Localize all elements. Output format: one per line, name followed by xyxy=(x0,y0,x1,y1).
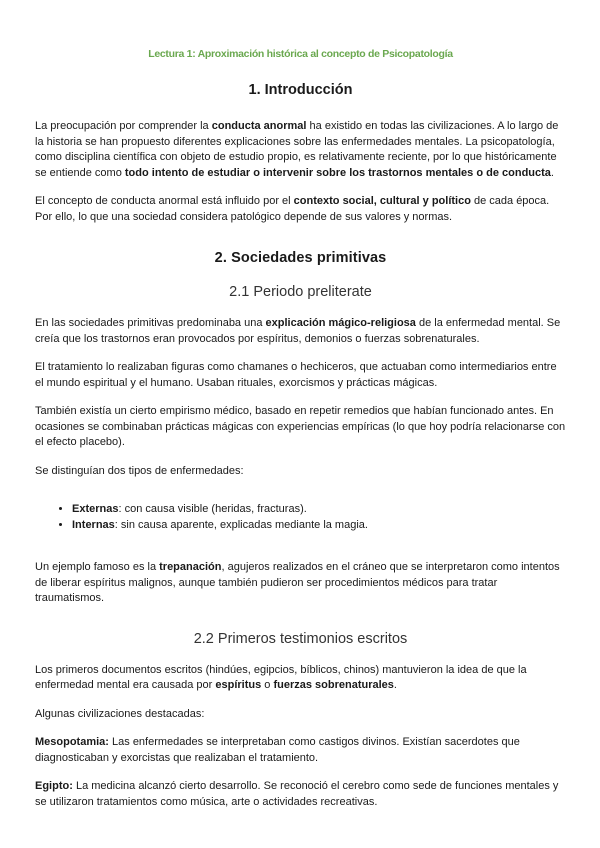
text: Un ejemplo famoso es la xyxy=(35,561,160,573)
text: La preocupación por comprender la xyxy=(35,120,212,132)
bold-term: Internas xyxy=(72,519,115,531)
text: de la enfermedad mental. Se creía que los trastornos eran provocados por espíritus, demonios o fuerzas sobrenaturales. xyxy=(35,317,561,345)
bold-term: fuerzas sobrenaturales xyxy=(273,679,394,691)
bold-term: trepanación xyxy=(159,561,222,573)
bold-term: todo intento de estudiar o intervenir sobre los trastornos mentales o de conducta xyxy=(124,166,551,179)
text: En las sociedades primitivas predominaba una xyxy=(35,317,266,329)
text: o xyxy=(261,679,274,691)
primitive-paragraph-2: El tratamiento lo realizaban figuras como chamanes o hechiceros, que actuaban como intermediarios entre el mundo espiritual y el humano. Usaban rituales, exorcismos y prácticas mágicas. xyxy=(35,361,557,389)
text: : con causa visible (heridas, fracturas). xyxy=(118,503,307,515)
egypt-paragraph xyxy=(35,779,566,810)
intro-paragraph-1 xyxy=(35,119,566,181)
intro-paragraph-2 xyxy=(35,194,566,225)
subsection-2-2-title: 2.2 Primeros testimonios escritos xyxy=(193,630,408,647)
primitive-paragraph-1 xyxy=(35,316,566,347)
bold-term: contexto social, cultural y político xyxy=(293,195,471,207)
trepanation-paragraph xyxy=(35,560,566,607)
subsection-2-1-title: 2.1 Periodo preliterate xyxy=(229,284,372,300)
section-2-title: 2. Sociedades primitivas xyxy=(214,250,387,266)
text: ha existido en todas las civilizaciones. A lo largo de la historia se han propuesto diferentes explicaciones sobre las enfermedades mentales. La psicopatología, como disciplina científica con objeto de estudio propio, es relativamente reciente, por lo que históricamente se entiende como xyxy=(35,120,559,179)
disease-types-list xyxy=(35,501,566,533)
bold-term: conducta anormal xyxy=(211,120,307,132)
text: . xyxy=(550,166,554,179)
text: La medicina alcanzó cierto desarrollo. Se reconoció el cerebro como sede de funciones mentales y se utilizaron tratamientos como música, arte o actividades recreativas. xyxy=(35,780,559,808)
bold-term: Mesopotamia: xyxy=(35,736,109,748)
text: : sin causa aparente, explicadas mediante la magia. xyxy=(114,519,368,531)
mesopotamia-paragraph xyxy=(35,735,566,766)
list-item xyxy=(72,501,566,517)
text: . xyxy=(393,679,397,691)
bold-term: Egipto: xyxy=(35,780,73,792)
primitive-paragraph-4: Se distinguían dos tipos de enfermedades: xyxy=(35,464,244,477)
text: Los primeros documentos escritos (hindúes, egipcios, bíblicos, chinos) mantuvieron la idea de que la enfermedad mental era causada por xyxy=(35,663,527,691)
civilizations-intro: Algunas civilizaciones destacadas: xyxy=(35,707,205,720)
bold-term: explicación mágico-religiosa xyxy=(265,317,416,329)
written-records-paragraph xyxy=(35,663,566,694)
list-item xyxy=(72,517,566,533)
text: El concepto de conducta anormal está influido por el xyxy=(35,195,294,207)
text: , agujeros realizados en el cráneo que se interpretaron como intentos de liberar espíritus malignos, aunque también pudieron ser procedimientos médicos para tratar traumatismos. xyxy=(35,561,560,604)
text: Las enfermedades se interpretaban como castigos divinos. Existían sacerdotes que diagnosticaban y exorcistas que realizaban el tratamiento. xyxy=(35,736,520,764)
section-1-title: 1. Introducción xyxy=(248,82,353,98)
text: de cada época. Por ello, lo que una sociedad considera patológico depende de sus valores y normas. xyxy=(35,195,550,223)
lecture-header: Lectura 1: Aproximación histórica al concepto de Psicopatología xyxy=(148,48,453,60)
bold-term: espíritus xyxy=(215,679,262,691)
bold-term: Externas xyxy=(72,503,119,515)
primitive-paragraph-3: También existía un cierto empirismo médico, basado en repetir remedios que habían funcionado antes. En ocasiones se combinaban prácticas mágicas con experiencias empíricas (lo que hoy podría relacionarse con el efecto placebo). xyxy=(35,405,566,448)
